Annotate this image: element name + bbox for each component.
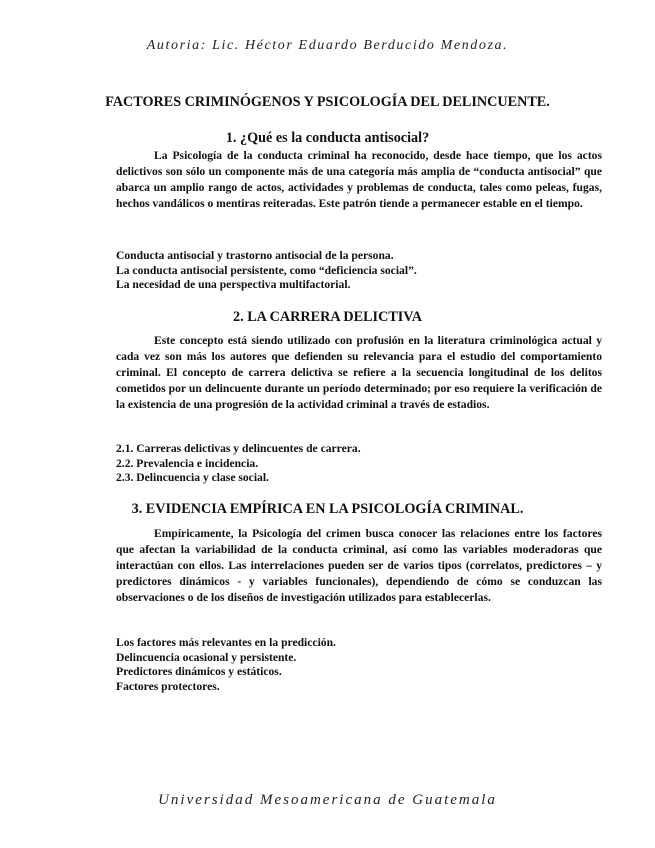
section-1-heading: 1. ¿Qué es la conducta antisocial?: [225, 130, 430, 146]
author-header: Autoria: Lic. Héctor Eduardo Berducido Mendoza.: [146, 38, 509, 53]
institution-footer: Universidad Mesoamericana de Guatemala: [158, 792, 497, 808]
list-item: 2.2. Prevalencia e incidencia.: [116, 456, 259, 470]
section-1-list: [116, 249, 602, 293]
list-item: Delincuencia ocasional y persistente.: [116, 650, 297, 664]
section-2-paragraph: Este concepto está siendo utilizado con profusión en la literatura criminológica actual y cada vez son más los autores que defienden su relevancia para el estudio del comportamiento criminal. El concepto de carrera delictiva se refiere a la secuencia longitudinal de los delitos cometidos por un delincuente durante un período determinado; por eso requiere la verificación de la existencia de una progresión de la actividad criminal a través de estadios.: [116, 334, 602, 411]
section-2-heading: 2. LA CARRERA DELICTIVA: [233, 309, 422, 325]
list-item: Factores protectores.: [116, 679, 220, 693]
document-title: FACTORES CRIMINÓGENOS Y PSICOLOGÍA DEL DELINCUENTE.: [105, 94, 550, 110]
section-3-paragraph: Empíricamente, la Psicología del crimen busca conocer las relaciones entre los factores que afectan la variabilidad de la conducta criminal, así como las variables moderadoras que interactúan con ellos. Las interrelaciones pueden ser de varios tipos (correlatos, predictores – y predictores dinámicos - y variables funcionales), dependiendo de cómo se conduzcan las observaciones o de los diseños de investigación utilizados para establecerlas.: [116, 527, 602, 604]
section-3-heading: 3. EVIDENCIA EMPÍRICA EN LA PSICOLOGÍA CRIMINAL.: [131, 501, 524, 517]
section-3-list: [116, 636, 602, 694]
list-item: Predictores dinámicos y estáticos.: [116, 665, 282, 679]
list-item: 2.3. Delincuencia y clase social.: [116, 471, 269, 485]
list-item: Conducta antisocial y trastorno antisocial de la persona.: [116, 249, 394, 262]
list-item: Los factores más relevantes en la predicción.: [116, 636, 336, 649]
list-item: La necesidad de una perspectiva multifactorial.: [116, 278, 351, 292]
list-item: La conducta antisocial persistente, como “deficiencia social”.: [116, 263, 417, 277]
section-2-list: [116, 442, 602, 486]
list-item: 2.1. Carreras delictivas y delincuentes de carrera.: [116, 442, 361, 455]
section-1-paragraph: La Psicología de la conducta criminal ha reconocido, desde hace tiempo, que los actos delictivos son sólo un componente más de una categoría más amplia de “conducta antisocial” que abarca un amplio rango de actos, actividades y problemas de conducta, tales como peleas, fugas, hechos vandálicos o mentiras reiteradas. Este patrón tiende a permanecer estable en el tiempo.: [116, 149, 602, 210]
